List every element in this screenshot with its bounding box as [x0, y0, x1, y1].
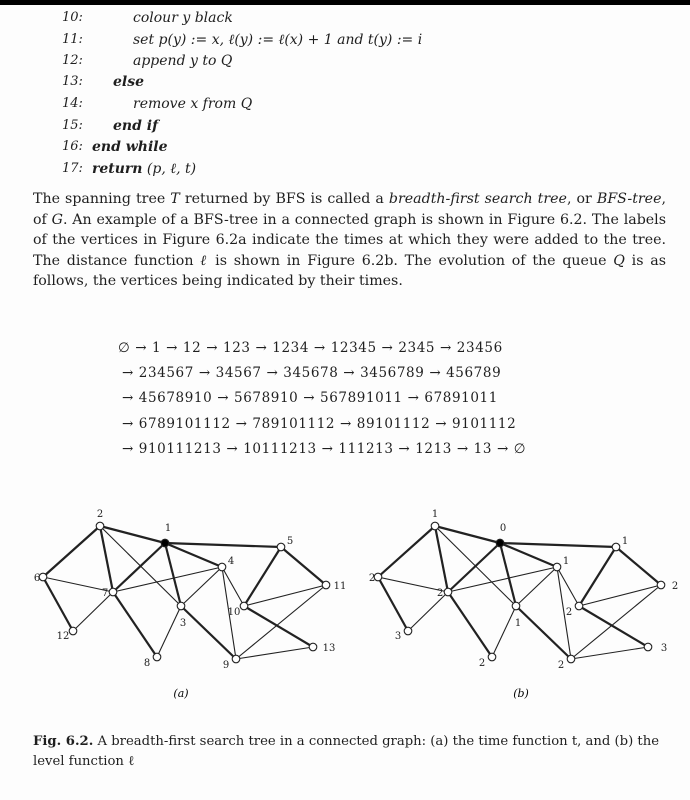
tree-edge [500, 543, 616, 547]
vertex-label: 0 [499, 523, 507, 534]
vertex-label: 1 [431, 509, 439, 520]
graph-edge [113, 567, 222, 592]
vertex [153, 653, 161, 661]
vertex-label: 1 [562, 556, 570, 567]
code-text: colour y black [133, 10, 233, 26]
tree-edge [43, 577, 73, 631]
vertex-label: 8 [143, 658, 151, 669]
keyword-end-if: end if [113, 118, 159, 134]
vertex [177, 602, 185, 610]
vertex-label: 11 [333, 581, 347, 592]
tree-edge [516, 606, 571, 659]
math-T: T [170, 191, 180, 207]
graph-edge [448, 567, 557, 592]
tree-edge [244, 547, 281, 606]
vertex-label: 3 [660, 643, 668, 654]
graph-b [369, 509, 678, 671]
tree-edge [165, 543, 181, 606]
text: returned by BFS is called a [179, 191, 389, 207]
vertex-label: 13 [322, 643, 336, 654]
vertex [218, 563, 226, 571]
vertex-label: 10 [227, 607, 241, 618]
math-G: G [51, 211, 63, 228]
queue-line: ∅ → 1 → 12 → 123 → 1234 → 12345 → 2345 → 23456 [118, 340, 503, 356]
line-number: 17: [62, 161, 83, 176]
vertex [69, 627, 77, 635]
vertex [232, 655, 240, 663]
top-bar [0, 0, 690, 5]
line-number: 14: [62, 96, 83, 111]
text: is as follows, the vertices being indicated by their times. [33, 252, 666, 290]
text: , or [566, 191, 597, 207]
keyword-else: else [113, 74, 145, 90]
keyword-return: return [92, 161, 143, 177]
vertex-label: 9 [222, 660, 230, 671]
vertex-label: 4 [227, 556, 235, 567]
vertex-label: 2 [557, 660, 565, 671]
vertex [109, 588, 117, 596]
sublabel-a: (a) [173, 687, 189, 700]
vertex [444, 588, 452, 596]
figure-caption [33, 732, 673, 772]
text: is shown in Figure 6.2b. The evolution of the queue [208, 252, 614, 269]
text: . An example of a BFS-tree in a connected graph is shown in Figure 6.2. The labels of the vertices in Figure 6.2a indicate the times at which they were added to the tree. The distance function [33, 211, 666, 269]
vertex [39, 573, 47, 581]
vertex [240, 602, 248, 610]
code-text [92, 159, 196, 179]
tree-edge [579, 606, 648, 647]
vertex-label: 2 [96, 509, 104, 520]
vertex [575, 602, 583, 610]
graph-edge [181, 567, 222, 606]
text: , of [33, 191, 666, 228]
tree-edge [500, 543, 557, 567]
vertex-label: 5 [286, 536, 294, 547]
vertex [374, 573, 382, 581]
vertex-label: 2 [671, 581, 679, 592]
vertex-label: 12 [56, 631, 70, 642]
queue-line: → 910111213 → 10111213 → 111213 → 1213 → 13 → ∅ [122, 441, 527, 457]
vertex [404, 627, 412, 635]
tree-edge [448, 592, 492, 657]
text: The spanning tree [33, 191, 171, 207]
graph-a [34, 509, 347, 671]
vertex [644, 643, 652, 651]
vertex-label: 7 [101, 588, 109, 599]
vertex-label: 3 [394, 631, 402, 642]
vertex-label: 3 [179, 618, 187, 629]
tree-edge [378, 577, 408, 631]
line-number: 11: [62, 32, 83, 47]
tree-edge [616, 547, 661, 585]
tree-edge [100, 526, 113, 592]
tree-edge [378, 526, 435, 577]
vertex [657, 581, 665, 589]
queue-line: → 6789101112 → 789101112 → 89101112 → 9101112 [122, 416, 517, 432]
tree-edge [500, 543, 516, 606]
caption-text: A breadth-first search tree in a connected graph: (a) the time function t, and (b) the level function ℓ [33, 734, 660, 769]
line-number: 13: [62, 74, 83, 89]
vertex-label: 2 [368, 573, 376, 584]
term-bfs-tree: breadth-first search tree [388, 191, 567, 207]
root-vertex [161, 539, 169, 547]
vertex-label: 2 [478, 658, 486, 669]
queue-line: → 45678910 → 5678910 → 567891011 → 67891011 [122, 390, 498, 406]
line-number: 12: [62, 53, 83, 68]
graph-edge [492, 606, 516, 657]
vertex [322, 581, 330, 589]
sublabel-b: (b) [513, 687, 529, 700]
body-paragraph [33, 189, 666, 292]
vertex-label: 6 [33, 573, 41, 584]
root-vertex [496, 539, 504, 547]
vertex [309, 643, 317, 651]
tree-edge [100, 526, 165, 543]
graph-edge [157, 606, 181, 657]
code-text: set p(y) := x, ℓ(y) := ℓ(x) + 1 and t(y) := i [133, 32, 423, 48]
vertex [567, 655, 575, 663]
tree-edge [165, 543, 281, 547]
vertex-label: 1 [621, 536, 629, 547]
tree-edge [165, 543, 222, 567]
tree-edge [448, 543, 500, 592]
vertex [488, 653, 496, 661]
keyword-end-while: end while [92, 139, 168, 155]
line-number: 16: [62, 139, 83, 154]
math-ell: ℓ [200, 252, 209, 269]
line-number: 15: [62, 118, 83, 133]
vertex-label: 2 [436, 588, 444, 599]
tree-edge [435, 526, 500, 543]
figure-6-2 [0, 500, 690, 715]
tree-edge [281, 547, 326, 585]
queue-line: → 234567 → 34567 → 345678 → 3456789 → 456789 [122, 365, 502, 381]
vertex [431, 522, 439, 530]
caption-label: Fig. 6.2. [33, 734, 94, 749]
return-value: (p, ℓ, t) [142, 161, 197, 177]
code-text: append y to Q [133, 53, 233, 69]
line-number: 10: [62, 10, 83, 25]
vertex [512, 602, 520, 610]
vertex [553, 563, 561, 571]
vertex [612, 543, 620, 551]
tree-edge [244, 606, 313, 647]
vertex-label: 1 [514, 618, 522, 629]
tree-edge [435, 526, 448, 592]
tree-edge [113, 543, 165, 592]
tree-edge [579, 547, 616, 606]
vertex [96, 522, 104, 530]
code-text: remove x from Q [133, 96, 253, 112]
vertex-label: 1 [164, 523, 172, 534]
graph-edge [516, 567, 557, 606]
term-bfs-tree-short: BFS-tree [596, 191, 662, 207]
vertex-label: 2 [565, 607, 573, 618]
tree-edge [43, 526, 100, 577]
vertex [277, 543, 285, 551]
math-Q: Q [613, 252, 625, 269]
tree-edge [113, 592, 157, 657]
